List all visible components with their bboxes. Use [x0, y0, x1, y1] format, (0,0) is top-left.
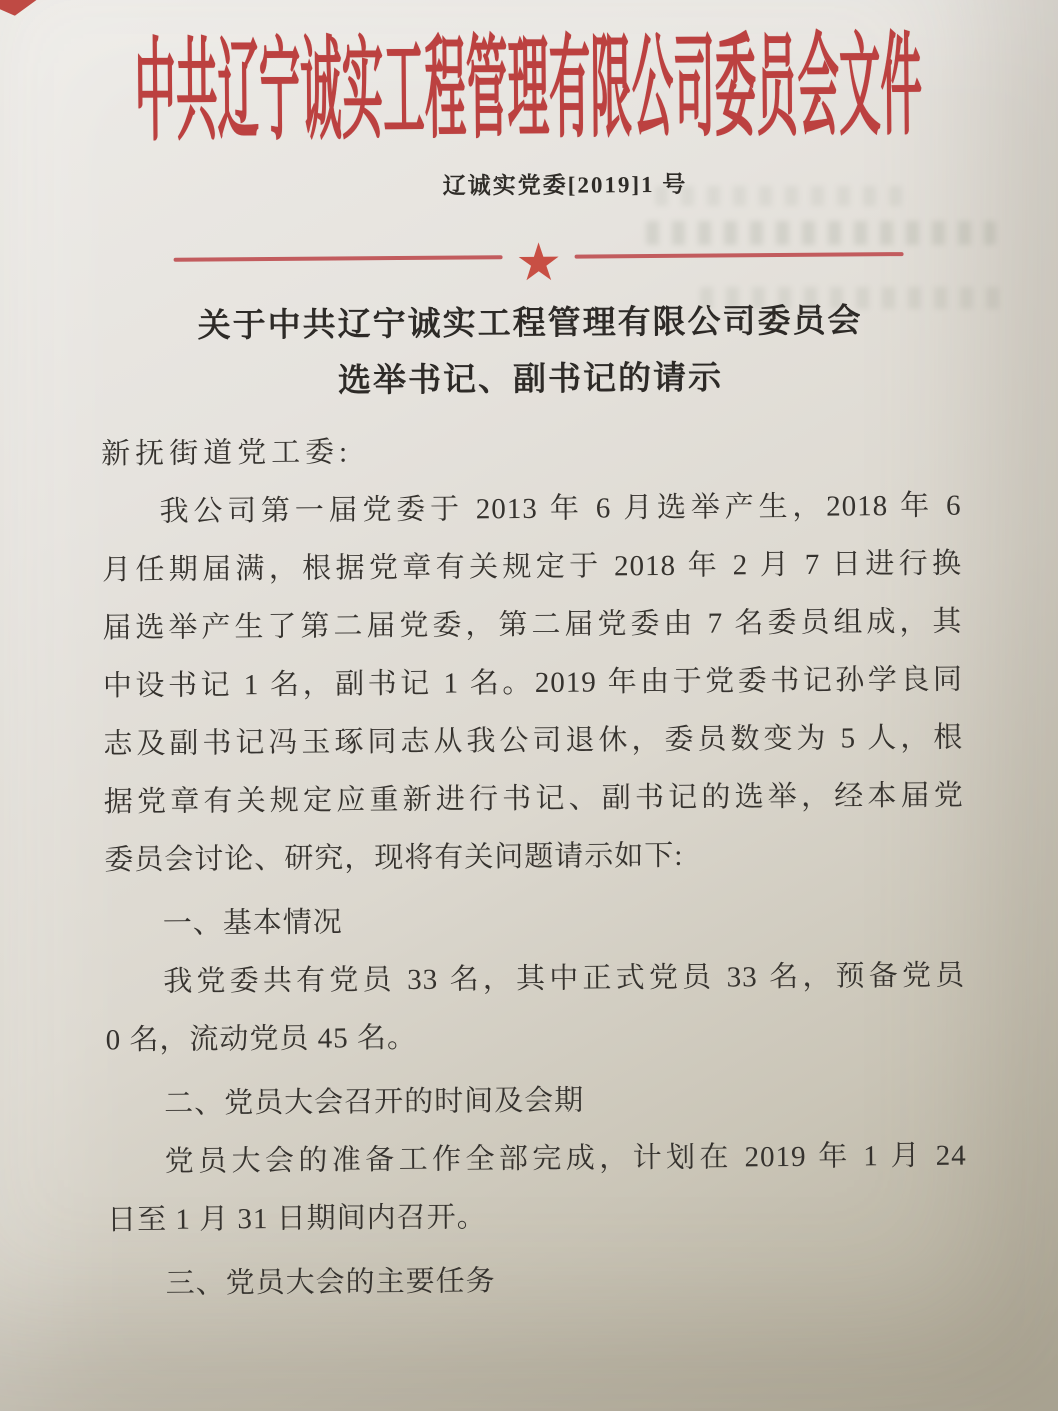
salutation-line: 新抚街道党工委:	[100, 436, 353, 470]
body-line: 我党委共有党员 33 名，其中正式党员 33 名，预备党员	[163, 959, 966, 998]
heading-section-3: 三、党员大会的主要任务	[165, 1264, 496, 1300]
body-line: 月任期届满，根据党章有关规定于 2018 年 2 月 7 日进行换	[101, 547, 963, 586]
body-line: 日至 1 月 31 日期间内召开。	[107, 1200, 487, 1236]
document-title-line-1: 关于中共辽宁诚实工程管理有限公司委员会	[197, 302, 863, 345]
body-line: 届选举产生了第二届党委，第二届党委由 7 名委员组成，其	[102, 605, 963, 644]
red-header-banner	[98, 19, 959, 162]
issuing-authority-banner: 中共辽宁诚实工程管理有限公司委员会文件	[134, 24, 923, 156]
body-line: 中设书记 1 名，副书记 1 名。2019 年由于党委书记孙学良同	[102, 663, 964, 702]
body-line: 委员会讨论、研究，现将有关问题请示如下:	[104, 839, 684, 876]
document-title-line-2: 选举书记、副书记的请示	[337, 360, 724, 400]
body-line: 我公司第一届党委于 2013 年 6 月选举产生，2018 年 6	[159, 489, 962, 528]
body-line: 据党章有关规定应重新进行书记、副书记的选举，经本届党	[103, 779, 964, 818]
red-divider-rule	[173, 223, 903, 291]
divider-line-left	[174, 255, 503, 262]
heading-section-1: 一、基本情况	[162, 906, 343, 940]
divider-line-right	[575, 252, 904, 259]
body-line: 志及副书记冯玉琢同志从我公司退休，委员数变为 5 人，根	[103, 721, 964, 760]
star-icon: ★	[515, 234, 563, 292]
body-line: 党员大会的准备工作全部完成，计划在 2019 年 1 月 24	[164, 1139, 967, 1178]
heading-section-2: 二、党员大会召开的时间及会期	[164, 1084, 585, 1120]
body-line: 0 名，流动党员 45 名。	[105, 1021, 418, 1056]
document-number: 辽诚实党委[2019]1 号	[442, 171, 688, 199]
document-body	[101, 476, 967, 1313]
document-title	[100, 292, 961, 411]
